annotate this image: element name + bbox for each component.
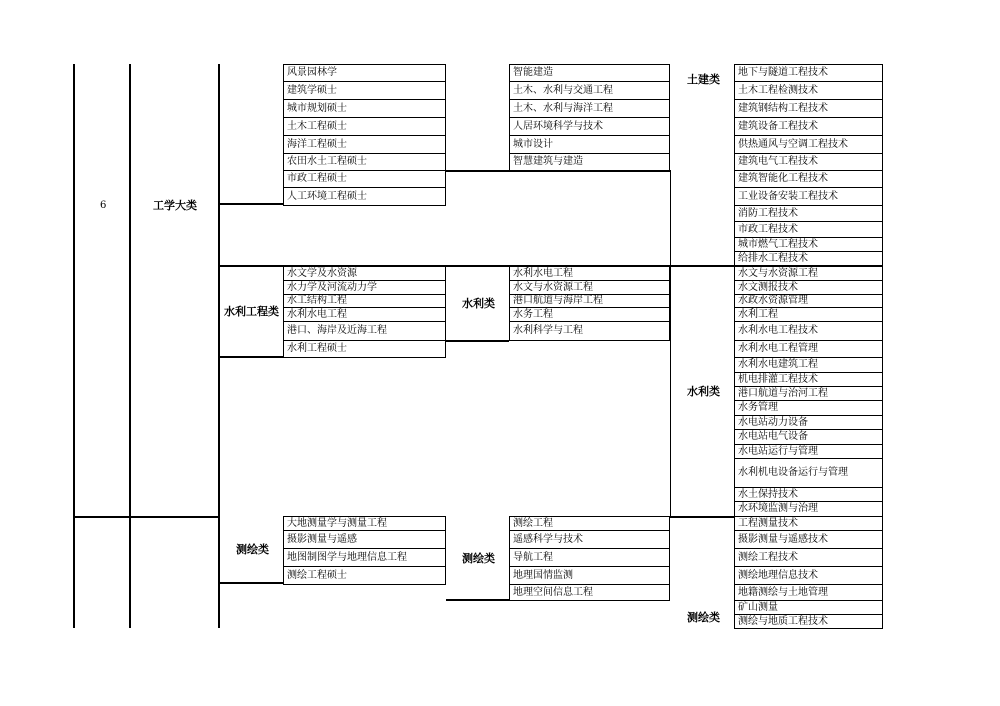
survey-col6-item: 工程测量技术	[734, 516, 883, 531]
survey-col4-item: 地理国情监测	[509, 566, 670, 585]
water-col2-item: 港口、海岸及近海工程	[283, 321, 446, 341]
civil-col2-item: 城市规划硕士	[283, 99, 446, 118]
table-border	[73, 516, 218, 518]
table-border	[73, 64, 75, 628]
table-border	[129, 64, 131, 628]
survey-col6-item: 测绘与地质工程技术	[734, 614, 883, 629]
civil-col2-item: 农田水土工程硕士	[283, 153, 446, 171]
water-col6-item: 水政水资源管理	[734, 294, 883, 308]
water-col2-item: 水利水电工程	[283, 307, 446, 322]
water-col6-item: 水利工程	[734, 307, 883, 322]
civil-col6-item: 供热通风与空调工程技术	[734, 135, 883, 154]
survey-col3-label: 测绘类	[462, 552, 495, 565]
civil-col4-item: 智慧建筑与建造	[509, 153, 670, 171]
table-border	[218, 64, 220, 628]
survey-col2-item: 测绘工程硕士	[283, 566, 446, 585]
major-category-label: 工学大类	[153, 199, 197, 212]
water-col6-item: 水务管理	[734, 400, 883, 416]
civil-col6-item: 地下与隧道工程技术	[734, 64, 883, 82]
table-border	[218, 356, 283, 358]
survey-col6-item: 地籍测绘与土地管理	[734, 584, 883, 601]
table-border	[446, 170, 670, 172]
survey-col2-item: 摄影测量与遥感	[283, 530, 446, 549]
water-col6-item: 机电排灌工程技术	[734, 372, 883, 387]
water-col6-item: 水利水电建筑工程	[734, 357, 883, 373]
civil-col2-item: 海洋工程硕士	[283, 135, 446, 154]
civil-col4-item: 土木、水利与海洋工程	[509, 99, 670, 118]
civil-col2-item: 土木工程硕士	[283, 117, 446, 136]
water-col6-item: 水利水电工程管理	[734, 340, 883, 358]
water-col3-label: 水利类	[462, 297, 495, 310]
water-col1-label: 水利工程类	[224, 305, 279, 318]
water-col6-item: 水电站动力设备	[734, 415, 883, 430]
water-col6-item: 水电站电气设备	[734, 429, 883, 445]
water-col4-item: 水文与水资源工程	[509, 280, 670, 295]
water-col2-item: 水力学及河流动力学	[283, 280, 446, 295]
civil-col3-label: 土建类	[687, 73, 720, 86]
survey-col6-item: 测绘工程技术	[734, 548, 883, 567]
survey-col6-item: 测绘地理信息技术	[734, 566, 883, 585]
survey-col4-item: 遥感科学与技术	[509, 530, 670, 549]
water-col4-item: 港口航道与海岸工程	[509, 294, 670, 308]
water-col6-item: 水环境监测与治理	[734, 501, 883, 517]
water-col4-item: 水利水电工程	[509, 266, 670, 281]
water-col6-item: 水文与水资源工程	[734, 266, 883, 281]
table-border	[218, 203, 283, 205]
survey-col2-item: 大地测量学与测量工程	[283, 516, 446, 531]
civil-col6-item: 建筑智能化工程技术	[734, 170, 883, 188]
survey-col6-item: 矿山测量	[734, 600, 883, 615]
water-col6-item: 水文测报技术	[734, 280, 883, 295]
survey-col4-item: 导航工程	[509, 548, 670, 567]
civil-col6-item: 建筑钢结构工程技术	[734, 99, 883, 118]
water-col6-item: 水电站运行与管理	[734, 444, 883, 459]
water-col6-item: 水利机电设备运行与管理	[734, 458, 883, 488]
civil-col2-item: 人工环境工程硕士	[283, 187, 446, 206]
civil-col6-item: 土木工程检测技术	[734, 81, 883, 100]
civil-col4-item: 土木、水利与交通工程	[509, 81, 670, 100]
table-border	[446, 340, 509, 342]
table-border	[446, 599, 509, 601]
water-col2-item: 水文学及水资源	[283, 266, 446, 281]
survey-col4-item: 地理空间信息工程	[509, 584, 670, 601]
civil-col4-item: 人居环境科学与技术	[509, 117, 670, 136]
civil-col2-item: 风景园林学	[283, 64, 446, 82]
civil-col6-item: 工业设备安装工程技术	[734, 187, 883, 206]
water-col2-item: 水利工程硕士	[283, 340, 446, 358]
civil-col4-item: 智能建造	[509, 64, 670, 82]
table-border	[218, 265, 883, 267]
civil-col6-item: 市政工程技术	[734, 221, 883, 238]
table-border	[218, 582, 283, 584]
survey-col5-label: 测绘类	[687, 611, 720, 624]
water-col5-label: 水利类	[687, 385, 720, 398]
civil-col6-item: 城市燃气工程技术	[734, 237, 883, 252]
water-col6-item: 水土保持技术	[734, 487, 883, 502]
civil-col6-item: 建筑电气工程技术	[734, 153, 883, 171]
civil-col4-item: 城市设计	[509, 135, 670, 154]
civil-col6-item: 建筑设备工程技术	[734, 117, 883, 136]
water-col4-item: 水务工程	[509, 307, 670, 322]
civil-col2-item: 建筑学硕士	[283, 81, 446, 100]
water-col4-item: 水利科学与工程	[509, 321, 670, 341]
water-col6-item: 港口航道与治河工程	[734, 386, 883, 401]
civil-col6-item: 消防工程技术	[734, 205, 883, 222]
table-border	[670, 516, 734, 518]
row-number: 6	[100, 200, 107, 211]
civil-col2-item: 市政工程硕士	[283, 170, 446, 188]
survey-col2-item: 地图制图学与地理信息工程	[283, 548, 446, 567]
survey-col4-item: 测绘工程	[509, 516, 670, 531]
water-col6-item: 水利水电工程技术	[734, 321, 883, 341]
survey-col1-label: 测绘类	[236, 543, 269, 556]
water-col2-item: 水工结构工程	[283, 294, 446, 308]
survey-col6-item: 摄影测量与遥感技术	[734, 530, 883, 549]
table-border	[670, 170, 671, 516]
civil-col6-item: 给排水工程技术	[734, 251, 883, 267]
